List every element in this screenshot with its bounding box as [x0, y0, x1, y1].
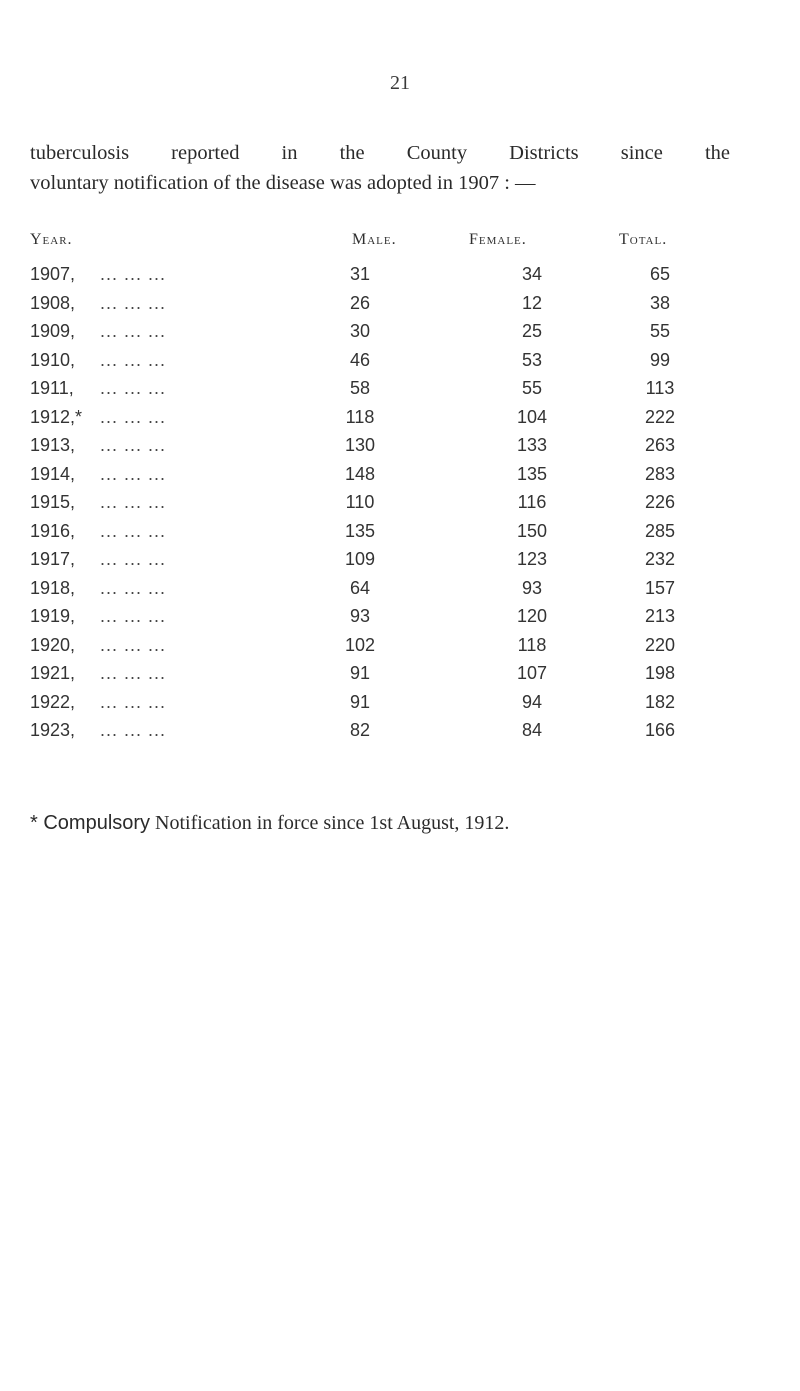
header-male: Male.: [352, 231, 397, 248]
intro-line-1: tuberculosis reported in the County Districts since the: [30, 142, 730, 164]
row-total: 263: [644, 435, 676, 455]
row-female: 150: [516, 520, 548, 541]
row-total: 226: [644, 492, 676, 512]
row-female: 107: [516, 663, 548, 683]
row-female: 34: [521, 264, 543, 284]
table-row: [30, 518, 750, 547]
row-leader: ... ... ...: [100, 378, 167, 398]
row-leader: ... ... ...: [100, 577, 167, 598]
row-leader: ... ... ...: [100, 463, 167, 484]
row-total: 157: [644, 577, 676, 598]
row-leader: ... ... ...: [100, 349, 167, 370]
row-total: 55: [649, 321, 671, 341]
header-female: Female.: [469, 231, 527, 248]
row-year: 1911,: [30, 378, 74, 398]
intro-line-2: voluntary notification of the disease was adopted in 1907 : —: [30, 172, 536, 194]
row-year: 1912,*: [30, 406, 83, 427]
notification-table: [30, 261, 750, 746]
row-leader: ... ... ...: [100, 321, 167, 341]
table-row: [30, 432, 750, 461]
row-male: 91: [349, 663, 371, 683]
row-year: 1923,: [30, 720, 76, 740]
table-row: [30, 261, 750, 290]
row-female: 84: [521, 720, 543, 740]
row-female: 135: [516, 463, 548, 484]
row-total: 220: [644, 634, 676, 655]
row-male: 58: [349, 378, 371, 398]
row-total: 38: [649, 292, 671, 313]
row-year: 1908,: [30, 292, 76, 313]
row-year: 1922,: [30, 691, 76, 712]
row-male: 93: [349, 606, 371, 626]
row-female: 53: [521, 349, 543, 370]
row-total: 222: [644, 406, 676, 427]
row-leader: ... ... ...: [100, 292, 167, 313]
row-female: 133: [516, 435, 548, 455]
table-row: [30, 347, 750, 376]
page-number: 21: [390, 72, 410, 94]
row-female: 55: [521, 378, 543, 398]
table-row: [30, 290, 750, 319]
row-total: 198: [644, 663, 676, 683]
table-row: [30, 689, 750, 718]
row-male: 110: [345, 492, 375, 512]
row-female: 116: [517, 492, 547, 512]
row-year: 1918,: [30, 577, 76, 598]
row-leader: ... ... ...: [100, 406, 167, 427]
row-male: 130: [344, 435, 376, 455]
footnote-text: Notification in force since 1st August, 1912.: [150, 812, 510, 834]
row-leader: ... ... ...: [100, 663, 167, 683]
row-female: 25: [521, 321, 543, 341]
row-leader: ... ... ...: [100, 435, 167, 455]
row-year: 1921,: [30, 663, 76, 683]
row-male: 26: [349, 292, 371, 313]
table-row: [30, 375, 750, 404]
row-year: 1914,: [30, 463, 76, 484]
footnote: [30, 812, 780, 835]
row-year: 1920,: [30, 634, 76, 655]
row-male: 82: [349, 720, 371, 740]
row-male: 91: [349, 691, 371, 712]
row-leader: ... ... ...: [100, 691, 167, 712]
row-male: 135: [344, 520, 376, 541]
row-year: 1913,: [30, 435, 76, 455]
row-female: 12: [521, 292, 543, 313]
row-total: 113: [645, 378, 675, 398]
row-leader: ... ... ...: [100, 549, 167, 569]
row-male: 64: [349, 577, 371, 598]
row-total: 65: [649, 264, 671, 284]
row-male: 102: [344, 634, 376, 655]
row-female: 123: [516, 549, 548, 569]
row-leader: ... ... ...: [100, 492, 167, 512]
row-male: 148: [344, 463, 376, 484]
table-row: [30, 404, 750, 433]
table-row: [30, 318, 750, 347]
row-year: 1910,: [30, 349, 76, 370]
row-year: 1917,: [30, 549, 76, 569]
row-total: 182: [644, 691, 676, 712]
row-leader: ... ... ...: [100, 634, 167, 655]
table-row: [30, 632, 750, 661]
row-total: 283: [644, 463, 676, 484]
row-year: 1916,: [30, 520, 76, 541]
table-header: [30, 231, 750, 259]
row-year: 1907,: [30, 264, 76, 284]
row-total: 232: [644, 549, 676, 569]
table-row: [30, 603, 750, 632]
row-female: 94: [521, 691, 543, 712]
table-row: [30, 489, 750, 518]
row-male: 31: [349, 264, 371, 284]
row-year: 1915,: [30, 492, 76, 512]
row-male: 46: [349, 349, 371, 370]
row-female: 120: [516, 606, 548, 626]
row-leader: ... ... ...: [100, 720, 167, 740]
row-leader: ... ... ...: [100, 264, 167, 284]
row-total: 285: [644, 520, 676, 541]
table-row: [30, 717, 750, 746]
row-leader: ... ... ...: [100, 606, 167, 626]
row-male: 30: [349, 321, 371, 341]
row-total: 166: [644, 720, 676, 740]
table-row: [30, 546, 750, 575]
row-year: 1919,: [30, 606, 76, 626]
table-row: [30, 461, 750, 490]
row-total: 213: [644, 606, 676, 626]
row-female: 93: [521, 577, 543, 598]
row-total: 99: [649, 349, 671, 370]
row-male: 109: [344, 549, 376, 569]
row-year: 1909,: [30, 321, 76, 341]
row-female: 104: [516, 406, 548, 427]
intro-paragraph: [30, 138, 730, 198]
table-row: [30, 660, 750, 689]
header-total: Total.: [619, 231, 668, 248]
footnote-lead: * Compulsory: [30, 812, 151, 834]
header-year: Year.: [30, 231, 73, 248]
row-leader: ... ... ...: [100, 520, 167, 541]
row-male: 118: [345, 406, 375, 427]
table-row: [30, 575, 750, 604]
row-female: 118: [517, 634, 547, 655]
